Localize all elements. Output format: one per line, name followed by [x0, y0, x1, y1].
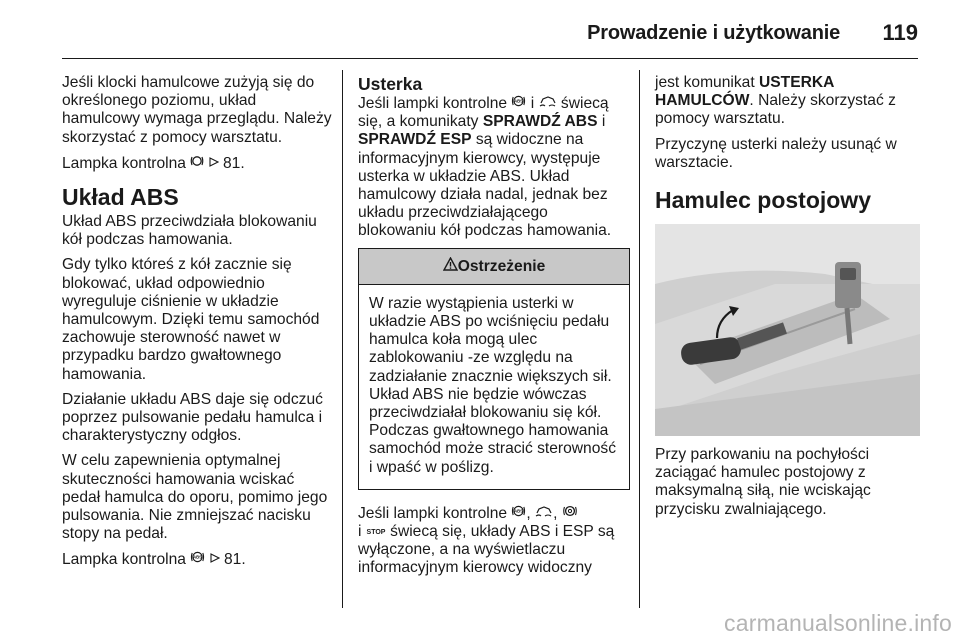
column-3 [655, 74, 920, 526]
message-sprawdz-esp: SPRAWDŹ ESP [358, 131, 472, 149]
warning-box [358, 248, 630, 490]
page-ref-arrow-icon [209, 156, 219, 170]
header-rule [62, 58, 918, 59]
svg-text:ABS: ABS [514, 508, 524, 514]
warning-title: Ostrzeżenie [457, 257, 546, 275]
svg-text:ABS: ABS [193, 555, 203, 561]
watermark: carmanualsonline.info [724, 610, 952, 636]
stop-icon [366, 524, 386, 538]
svg-text:STOP: STOP [366, 529, 386, 537]
paragraph: Lampka kontrolna 81. [62, 154, 245, 172]
warning-header [359, 249, 629, 285]
warning-text: W razie wystąpienia usterki w układzie ABS po wciśnięciu pedału hamulca koła mogą ulec zablokowaniu -ze względu na zadziałanie znacznie większych sił. Układ ABS nie będzie wówczas przeciwdziałał blokowaniu się kół. Podczas gwałtownego hamowania samochód może stracić sterowność i wpaść w poślizg. [369, 294, 616, 476]
paragraph: Przy parkowaniu na pochyłości zaciągać hamulec postojowy z maksymalną siłą, nie wciskając przycisku zwalniającego. [655, 446, 871, 518]
paragraph: W celu zapewnienia optymalnej skuteczności hamowania wciskać pedał hamulca do oporu, pomimo jego pulsowania. Nie zmniejszać nacisku stopy na pedał. [62, 452, 328, 543]
section-subheading: Usterka [358, 74, 423, 94]
brake-circle-icon [562, 504, 578, 520]
column-1 [62, 74, 334, 577]
abs-icon [511, 504, 526, 520]
paragraph: jest komunikat USTERKA HAMULCÓW. Należy skorzystać z pomocy warsztatu. [655, 74, 896, 128]
brake-pad-icon [190, 154, 204, 170]
abs-icon [190, 550, 205, 566]
page-number: 119 [882, 20, 918, 45]
column-divider [342, 70, 343, 608]
paragraph: Działanie układu ABS daje się odczuć poprzez pulsowanie pedału hamulca i charakterystyczny odgłos. [62, 390, 323, 445]
column-divider [639, 70, 640, 608]
header-title: Prowadzenie i użytkowanie [587, 22, 840, 44]
parking-brake-illustration [655, 224, 920, 436]
esp-car-icon [535, 504, 553, 520]
abs-icon [511, 94, 526, 110]
paragraph: Układ ABS przeciwdziała blokowaniu kół podczas hamowania. [62, 213, 317, 249]
section-heading: Hamulec postojowy [655, 187, 871, 214]
paragraph: Przyczynę usterki należy usunąć w warsztacie. [655, 135, 897, 171]
paragraph: Jeśli klocki hamulcowe zużyją się do określonego poziomu, układ hamulcowy wymaga przeglądu. Należy skorzystać z pomocy warsztatu. [62, 74, 332, 146]
paragraph: Jeśli lampki kontrolne ABS i świecą się, a komunikaty SPRAWDŹ ABS i SPRAWDŹ ESP są widoczne na informacyjnym kierowcy, występuje usterka w układzie ABS. Układ hamulcowy działa nadal, jednak bez układu przeciwdziałającego blokowaniu kół podczas hamowania. [358, 95, 612, 240]
message-usterka-hamulcow: USTERKA HAMULCÓW [655, 74, 834, 110]
message-sprawdz-abs: SPRAWDŹ ABS [482, 113, 598, 131]
svg-text:ABS: ABS [514, 98, 524, 104]
warning-triangle-icon [443, 257, 458, 273]
column-2 [358, 74, 630, 585]
esp-car-icon [539, 94, 557, 110]
paragraph: Lampka kontrolna ABS 81. [62, 551, 246, 569]
paragraph: Jeśli lampki kontrolne ABS , , i STOP świecą się, układy ABS i ESP są wyłączone, a na wyświetlaczu informacyjnym kierowcy widoczny [358, 504, 615, 577]
section-heading: Układ ABS [62, 184, 179, 211]
page-ref-arrow-icon [210, 552, 220, 566]
paragraph: Gdy tylko któreś z kół zacznie się blokować, układ odpowiednio wyreguluje ciśnienie w układzie hamulcowym. Dzięki temu samochód zachowuje sterowność nawet w przypadku bardzo gwałtownego hamowania. [62, 256, 320, 383]
